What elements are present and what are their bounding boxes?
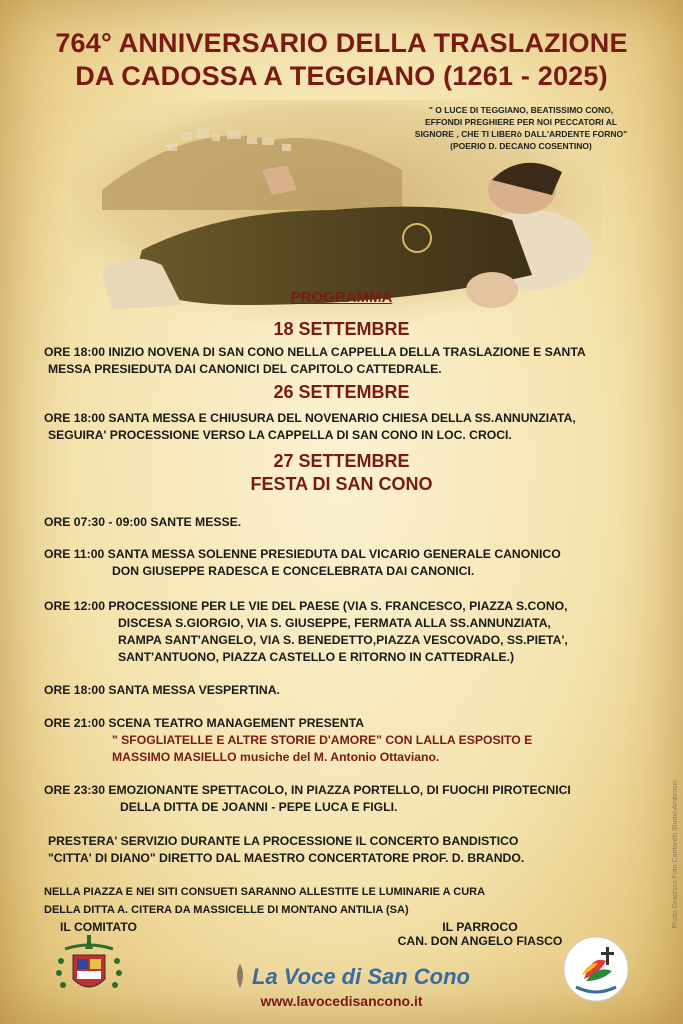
event-line: "CITTA' DI DIANO" DIRETTO DAL MAESTRO CONCERTATORE PROF. D. BRANDO. xyxy=(48,851,525,865)
performer-name: MASSIMO MASIELLO xyxy=(112,750,237,764)
event-line: SEGUIRA' PROCESSIONE VERSO LA CAPPELLA DI SAN CONO IN LOC. CROCI. xyxy=(48,428,512,442)
event-mass-morning: ORE 07:30 - 09:00 SANTE MESSE. xyxy=(44,515,242,529)
event-line: DISCESA S.GIORGIO, VIA S. GIUSEPPE, FERMATA ALLA SS.ANNUNZIATA, xyxy=(118,616,551,630)
lights-notice xyxy=(44,883,644,919)
event-line: DON GIUSEPPE RADESCA E CONCELEBRATA DAI CANONICI. xyxy=(112,564,475,578)
programma-heading: PROGRAMMA xyxy=(290,289,393,306)
event-line: ORE 18:00 INIZIO NOVENA DI SAN CONO NELLA CAPPELLA DELLA TRASLAZIONE E SANTA xyxy=(44,345,586,359)
band-notice xyxy=(48,833,648,867)
event-line: PRESTERA' SERVIZIO DURANTE LA PROCESSIONE IL CONCERTO BANDISTICO xyxy=(48,834,519,848)
event-procession xyxy=(44,598,644,666)
show-title: " SFOGLIATELLE E ALTRE STORIE D'AMORE" CON LALLA ESPOSITO E xyxy=(112,733,533,747)
event-line: ORE 11:00 SANTA MESSA SOLENNE PRESIEDUTA DAL VICARIO GENERALE CANONICO xyxy=(44,547,561,561)
event-fireworks xyxy=(44,782,644,816)
music-credit: musiche del M. Antonio Ottaviano. xyxy=(236,750,440,764)
quote-block xyxy=(401,104,641,152)
event-line: ORE 12:00 PROCESSIONE PER LE VIE DEL PAESE (VIA S. FRANCESCO, PIAZZA S.CONO, xyxy=(44,599,568,613)
feast-heading: FESTA DI SAN CONO xyxy=(250,474,433,494)
title-line-1: 764° ANNIVERSARIO DELLA TRASLAZIONE xyxy=(55,28,628,58)
quote-author: (POERIO D. DECANO COSENTINO) xyxy=(450,141,592,151)
event-line: RAMPA SANT'ANGELO, VIA S. BENEDETTO,PIAZZA VESCOVADO, SS.PIETA', xyxy=(118,633,568,647)
signature-parish-priest xyxy=(385,920,575,948)
brand-name: La Voce di San Cono xyxy=(252,964,470,989)
event-block-18 xyxy=(44,344,644,378)
event-line: NELLA PIAZZA E NEI SITI CONSUETI SARANNO ALLESTITE LE LUMINARIE A CURA xyxy=(44,886,486,898)
episcopal-crest-icon xyxy=(55,935,123,997)
event-line: SANT'ANTUONO, PIAZZA CASTELLO E RITORNO IN CATTEDRALE.) xyxy=(118,650,515,664)
photo-credit: Photo Graphics Foto Cantarelli Studio Ambrosio xyxy=(672,780,679,929)
event-block-26 xyxy=(44,410,644,444)
date-heading-18: 18 SETTEMBRE xyxy=(273,319,410,339)
event-theatre xyxy=(44,715,644,766)
event-line: MESSA PRESIEDUTA DAI CANONICI DEL CAPITOLO CATTEDRALE. xyxy=(48,362,442,376)
title-line-2: DA CADOSSA A TEGGIANO (1261 - 2025) xyxy=(75,61,608,91)
event-line: DELLA DITTA DE JOANNI - PEPE LUCA E FIGLI. xyxy=(120,800,398,814)
event-line: ORE 18:00 SANTA MESSA E CHIUSURA DEL NOVENARIO CHIESA DELLA SS.ANNUNZIATA, xyxy=(44,411,576,425)
quote-line: " O LUCE DI TEGGIANO, BEATISSIMO CONO, xyxy=(428,105,614,115)
quote-line: EFFONDI PREGHIERE PER NOI PECCATORI AL xyxy=(424,117,618,127)
date-heading-26: 26 SETTEMBRE xyxy=(273,382,410,402)
event-line: DELLA DITTA A. CITERA DA MASSICELLE DI MONTANO ANTILIA (SA) xyxy=(44,904,409,916)
feather-icon xyxy=(230,962,250,992)
signature-title: IL PARROCO xyxy=(442,920,518,934)
event-evening-mass: ORE 18:00 SANTA MESSA VESPERTINA. xyxy=(44,683,280,697)
signature-committee: IL COMITATO xyxy=(60,920,137,934)
quote-line: SIGNORE , CHE TI LIBERò DALL'ARDENTE FORNO" xyxy=(414,129,628,139)
date-heading-27: 27 SETTEMBRE xyxy=(273,451,410,471)
la-voce-di-san-cono-logo xyxy=(230,962,470,992)
website-link[interactable]: www.lavocedisancono.it xyxy=(260,993,423,1009)
event-solemn-mass xyxy=(44,546,644,580)
signature-name: CAN. DON ANGELO FIASCO xyxy=(397,934,563,948)
event-line: ORE 21:00 SCENA TEATRO MANAGEMENT PRESENTA xyxy=(44,716,365,730)
event-line xyxy=(44,749,644,766)
event-line: ORE 23:30 EMOZIONANTE SPETTACOLO, IN PIAZZA PORTELLO, DI FUOCHI PIROTECNICI xyxy=(44,783,571,797)
